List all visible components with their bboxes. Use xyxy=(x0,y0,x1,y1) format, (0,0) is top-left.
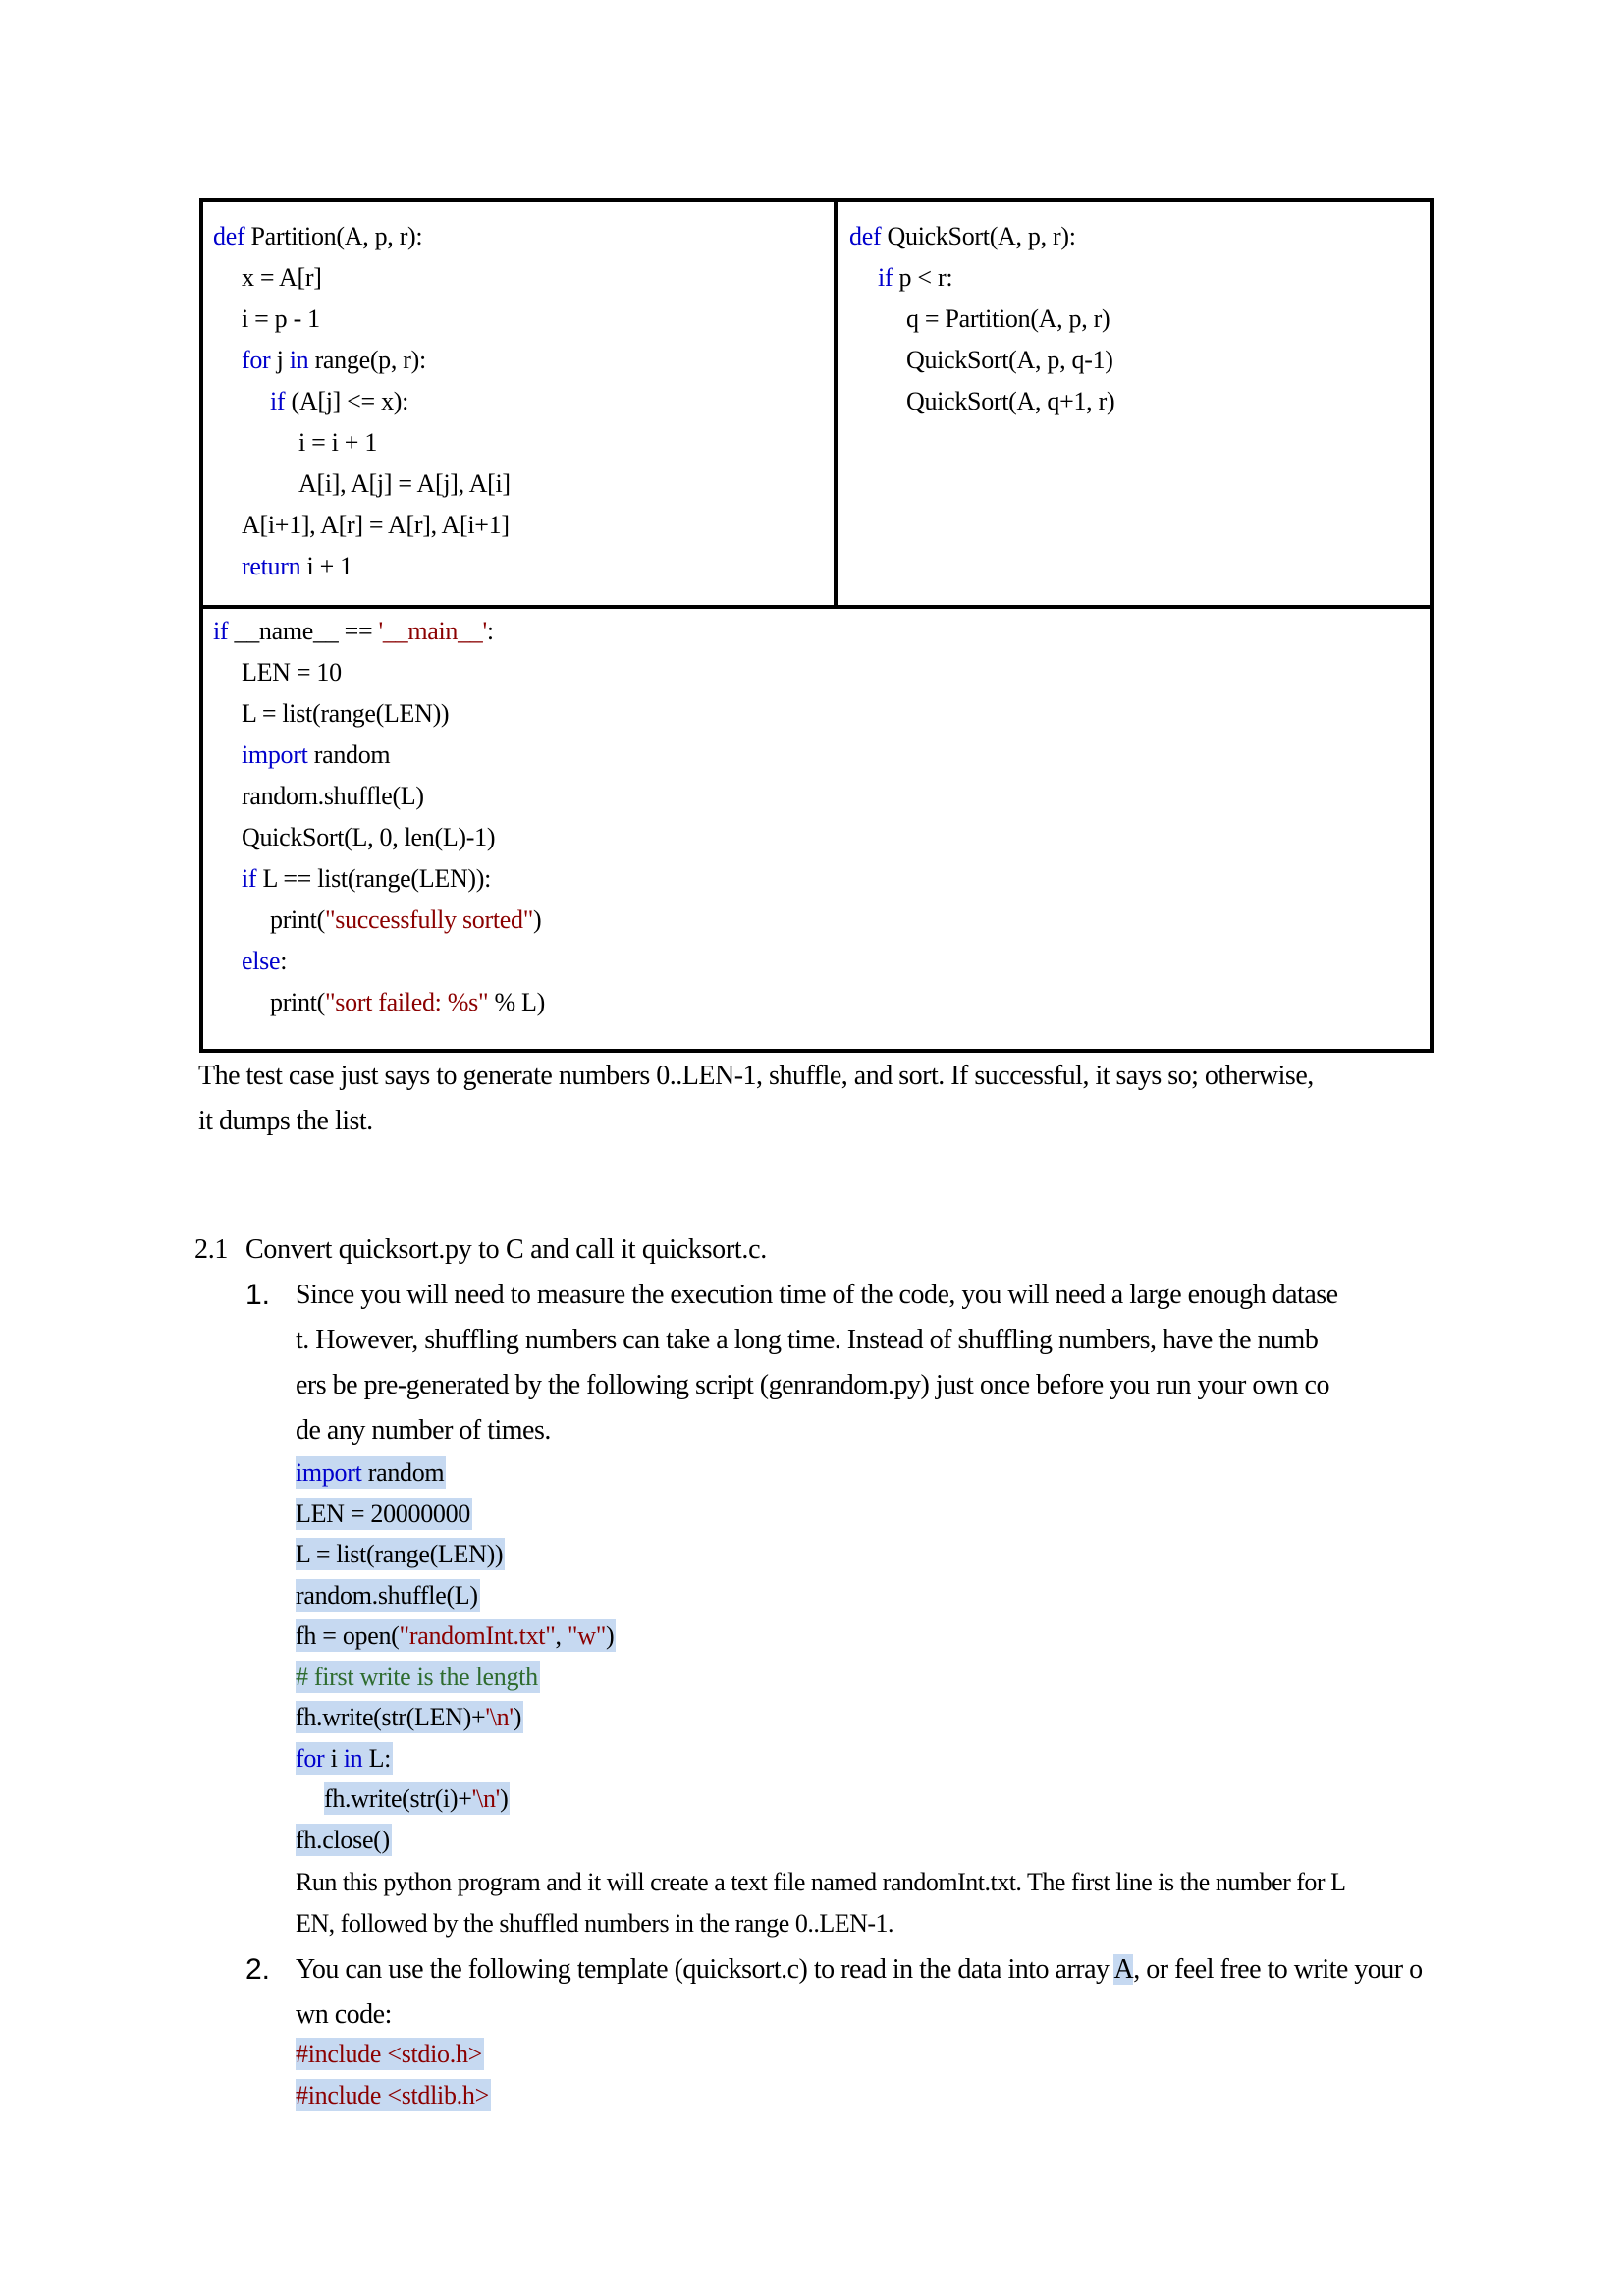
code-line xyxy=(213,505,511,546)
highlighted-code-text xyxy=(296,2038,484,2070)
main-code xyxy=(213,611,545,1023)
item-2-line-2: wn code: xyxy=(296,1999,392,2030)
code-text: fh.write(str(LEN)+ xyxy=(296,1703,486,1731)
intro-paragraph xyxy=(198,1054,1445,1144)
code-line xyxy=(213,900,545,941)
code-keyword: if xyxy=(878,263,893,292)
code-string: '__main__' xyxy=(378,617,487,645)
code-keyword: for xyxy=(296,1743,325,1773)
code-text: print( xyxy=(270,988,325,1016)
code-line xyxy=(213,546,511,587)
intro-line-1: The test case just says to generate numbers 0..LEN-1, shuffle, and sort. If successful, it says so; otherwise, xyxy=(198,1061,1314,1091)
code-string: #include <stdio.h> xyxy=(296,2040,483,2068)
list-marker-1: 1. xyxy=(245,1279,271,1311)
code-line xyxy=(296,1697,616,1738)
code-string: '\n' xyxy=(471,1784,501,1813)
code-string: "randomInt.txt" xyxy=(399,1621,556,1650)
code-keyword: else xyxy=(242,947,281,975)
code-string: '\n' xyxy=(485,1703,514,1731)
code-line xyxy=(296,1575,616,1616)
code-text: p < r: xyxy=(893,263,953,292)
highlighted-code-text xyxy=(296,1456,446,1489)
code-line xyxy=(296,1778,616,1820)
code-text: L == list(range(LEN)): xyxy=(256,864,492,893)
code-line xyxy=(296,1657,616,1698)
code-line xyxy=(213,611,545,652)
code-text: L: xyxy=(362,1743,392,1773)
code-text: , xyxy=(555,1621,568,1650)
code-text: : xyxy=(486,617,494,645)
code-line xyxy=(296,2034,491,2075)
section-number: 2.1 xyxy=(194,1234,229,1265)
code-keyword: def xyxy=(849,222,882,250)
intro-line-2: it dumps the list. xyxy=(198,1106,373,1136)
highlighted-code-text xyxy=(296,2079,491,2111)
code-text: random xyxy=(307,740,391,769)
code-text: A[i], A[j] = A[j], A[i] xyxy=(298,469,511,498)
code-text: fh = open( xyxy=(296,1621,400,1650)
code-text: random.shuffle(L) xyxy=(242,782,424,810)
code-line xyxy=(849,381,1114,422)
code-keyword: if xyxy=(270,387,286,415)
highlighted-code-text xyxy=(296,1661,540,1693)
code-string: "sort failed: %s" xyxy=(324,988,489,1016)
code-line xyxy=(213,776,545,817)
highlighted-code-text xyxy=(296,1538,505,1570)
code-text: ) xyxy=(500,1784,509,1813)
item-1-line: ers be pre-generated by the following script (genrandom.py) just once before you run your own co xyxy=(296,1370,1329,1400)
code-line xyxy=(296,1820,616,1861)
code-line xyxy=(213,381,511,422)
code-text: i + 1 xyxy=(300,552,352,580)
code-line xyxy=(296,1494,616,1535)
code-text: ) xyxy=(606,1621,615,1650)
code-keyword: def xyxy=(213,222,245,250)
code-text: LEN = 20000000 xyxy=(296,1499,471,1528)
code-line xyxy=(213,257,511,299)
code-text: i xyxy=(324,1743,344,1773)
genrandom-code xyxy=(296,1452,616,1860)
main-cell xyxy=(203,609,1430,1049)
array-name-highlight: A xyxy=(1113,1954,1134,1985)
code-keyword: for xyxy=(242,346,271,374)
code-line xyxy=(213,464,511,505)
item-1-line: Since you will need to measure the execution time of the code, you will need a large enough datase xyxy=(296,1280,1338,1310)
code-line xyxy=(213,652,545,693)
code-keyword: in xyxy=(289,346,309,374)
code-text: print( xyxy=(270,905,325,934)
code-line xyxy=(849,340,1114,381)
highlighted-code-text xyxy=(296,1701,523,1733)
item-2-line-1-before: You can use the following template (quicksort.c) to read in the data into array xyxy=(296,1954,1114,1985)
code-line xyxy=(213,941,545,982)
code-line xyxy=(849,216,1114,257)
run-line-2: EN, followed by the shuffled numbers in the range 0..LEN-1. xyxy=(296,1909,894,1938)
quicksort-code xyxy=(849,216,1114,422)
code-comment: # first write is the length xyxy=(296,1662,538,1691)
code-keyword: return xyxy=(242,552,301,580)
code-text: fh.close() xyxy=(296,1825,390,1854)
code-text: ) xyxy=(513,1703,522,1731)
code-text: ) xyxy=(533,905,542,934)
section-heading xyxy=(194,1228,767,1273)
code-line xyxy=(849,257,1114,299)
partition-code xyxy=(213,216,511,587)
highlighted-code-text xyxy=(296,1498,472,1530)
code-text: L = list(range(LEN)) xyxy=(296,1540,504,1568)
code-line xyxy=(296,1452,616,1494)
code-line xyxy=(213,817,545,858)
item-2-text xyxy=(296,1947,1453,2038)
code-text: j xyxy=(270,346,290,374)
code-keyword: if xyxy=(213,617,229,645)
code-text: __name__ == xyxy=(228,617,379,645)
highlighted-code-text xyxy=(296,1579,480,1612)
quicksort-cell xyxy=(838,202,1430,609)
code-line xyxy=(213,735,545,776)
code-text: QuickSort(A, q+1, r) xyxy=(906,387,1115,415)
code-text: QuickSort(L, 0, len(L)-1) xyxy=(242,823,496,851)
code-text: x = A[r] xyxy=(242,263,322,292)
code-text: QuickSort(A, p, r): xyxy=(881,222,1076,250)
code-string: "w" xyxy=(567,1621,607,1650)
code-line xyxy=(296,1615,616,1657)
run-line-1: Run this python program and it will create a text file named randomInt.txt. The first line is the number for L xyxy=(296,1868,1346,1896)
code-text: (A[j] <= x): xyxy=(285,387,409,415)
code-keyword: if xyxy=(242,864,257,893)
section-title: Convert quicksort.py to C and call it quicksort.c. xyxy=(245,1234,767,1265)
code-text: random xyxy=(361,1458,445,1487)
code-text: L = list(range(LEN)) xyxy=(242,699,450,728)
highlighted-code-text xyxy=(296,1824,392,1856)
code-text: fh.write(str(i)+ xyxy=(324,1784,472,1813)
highlighted-code-text xyxy=(324,1782,510,1815)
code-text: % L) xyxy=(488,988,545,1016)
code-text: A[i+1], A[r] = A[r], A[i+1] xyxy=(242,511,510,539)
code-line xyxy=(213,693,545,735)
code-line xyxy=(213,982,545,1023)
item-2-line-1-after: , or feel free to write your o xyxy=(1133,1954,1423,1985)
code-table xyxy=(199,198,1434,1053)
code-keyword: in xyxy=(343,1743,363,1773)
code-line xyxy=(213,299,511,340)
code-line xyxy=(296,1738,616,1779)
code-text: QuickSort(A, p, q-1) xyxy=(906,346,1113,374)
code-line xyxy=(296,1534,616,1575)
code-string: #include <stdlib.h> xyxy=(296,2080,489,2109)
highlighted-code-text xyxy=(296,1619,616,1652)
code-line xyxy=(849,299,1114,340)
run-paragraph xyxy=(296,1862,1453,1944)
code-text: i = p - 1 xyxy=(242,304,320,333)
code-text: random.shuffle(L) xyxy=(296,1580,478,1610)
code-text: i = i + 1 xyxy=(298,428,378,457)
code-keyword: import xyxy=(242,740,308,769)
list-marker-2: 2. xyxy=(245,1953,271,1986)
highlighted-code-text xyxy=(296,1742,393,1775)
code-line xyxy=(213,858,545,900)
code-keyword: import xyxy=(296,1458,362,1487)
code-text: Partition(A, p, r): xyxy=(244,222,423,250)
code-string: "successfully sorted" xyxy=(324,905,534,934)
code-line xyxy=(296,2075,491,2116)
code-text: range(p, r): xyxy=(308,346,426,374)
code-text: q = Partition(A, p, r) xyxy=(906,304,1110,333)
code-text: LEN = 10 xyxy=(242,658,342,686)
partition-cell xyxy=(203,202,838,609)
c-template-code xyxy=(296,2034,491,2115)
code-line xyxy=(213,340,511,381)
code-line xyxy=(213,216,511,257)
code-text: : xyxy=(280,947,288,975)
code-line xyxy=(213,422,511,464)
item-1-line: de any number of times. xyxy=(296,1415,551,1446)
item-1-text xyxy=(296,1273,1453,1453)
item-1-line: t. However, shuffling numbers can take a long time. Instead of shuffling numbers, have the numb xyxy=(296,1325,1319,1355)
